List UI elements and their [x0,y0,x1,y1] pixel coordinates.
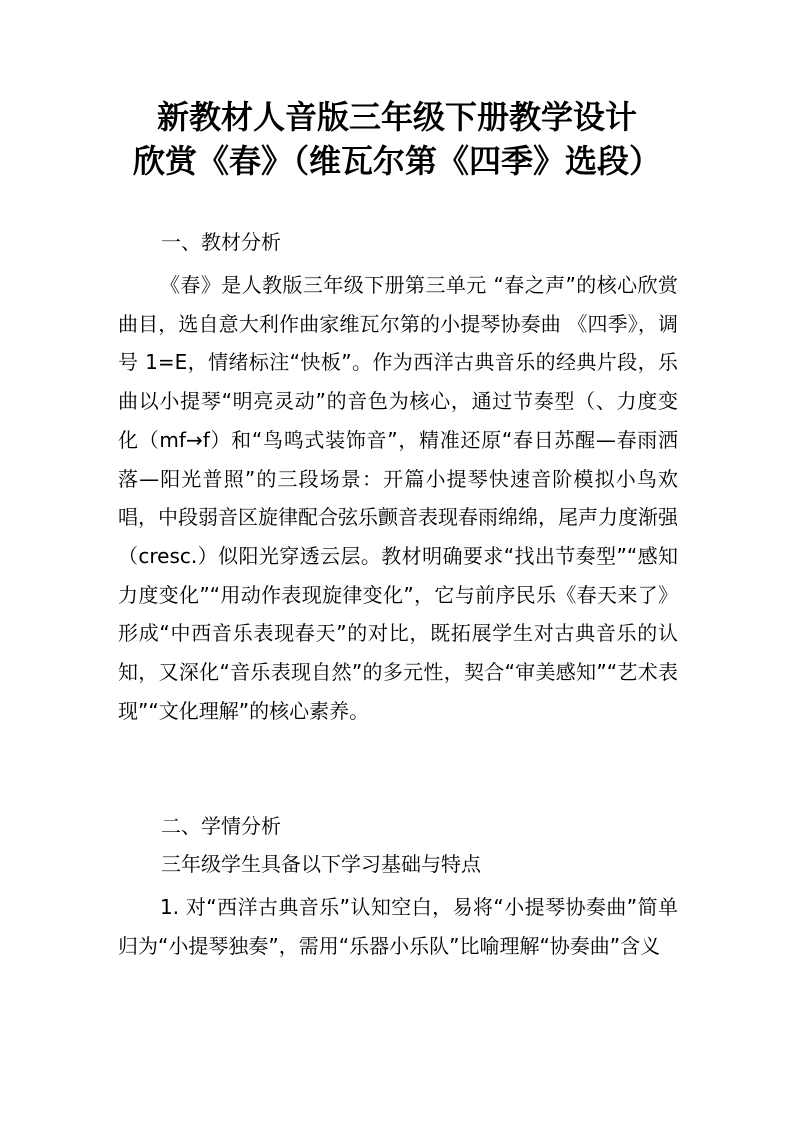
list-item-student-point-1: 1. 对“西洋古典音乐”认知空白，易将“小提琴协奏曲”简单归为“小提琴独奏”，需用“乐器小乐队”比喻理解“协奏曲”含义 [118,895,678,958]
paragraph-textbook-analysis: 《春》是人教版三年级下册第三单元 “春之声”的核心欣赏曲目，选自意大利作曲家维瓦尔第的小提琴协奏曲 《四季》，调号 1=E，情绪标注“快板”。作为西洋古典音乐的经典片段，乐曲以小提琴“明亮灵动”的音色为核心，通过节奏型（、力度变化（mf→f）和“鸟鸣式装饰音”，精准还原“春日苏醒—春雨洒落—阳光普照”的三段场景：开篇小提琴快速音阶模拟小鸟欢唱，中段弱音区旋律配合弦乐颤音表现春雨绵绵，尾声力度渐强（cresc.）似阳光穿透云层。教材明确要求“找出节奏型”“感知力度变化”“用动作表现旋律变化”，它与前序民乐《春天来了》形成“中西音乐表现春天”的对比，既拓展学生对古典音乐的认知，又深化“音乐表现自然”的多元性，契合“审美感知”“艺术表现”“文化理解”的核心素养。 [118,273,678,723]
paragraph-student-intro: 三年级学生具备以下学习基础与特点 [161,852,481,876]
document-title-line-1: 新教材人音版三年级下册教学设计 [156,98,637,136]
section-heading-textbook-analysis: 一、教材分析 [161,230,281,254]
section-heading-student-analysis: 二、学情分析 [161,814,281,838]
document-title-line-2: 欣赏《春》（维瓦尔第《四季》选段） [132,142,661,180]
